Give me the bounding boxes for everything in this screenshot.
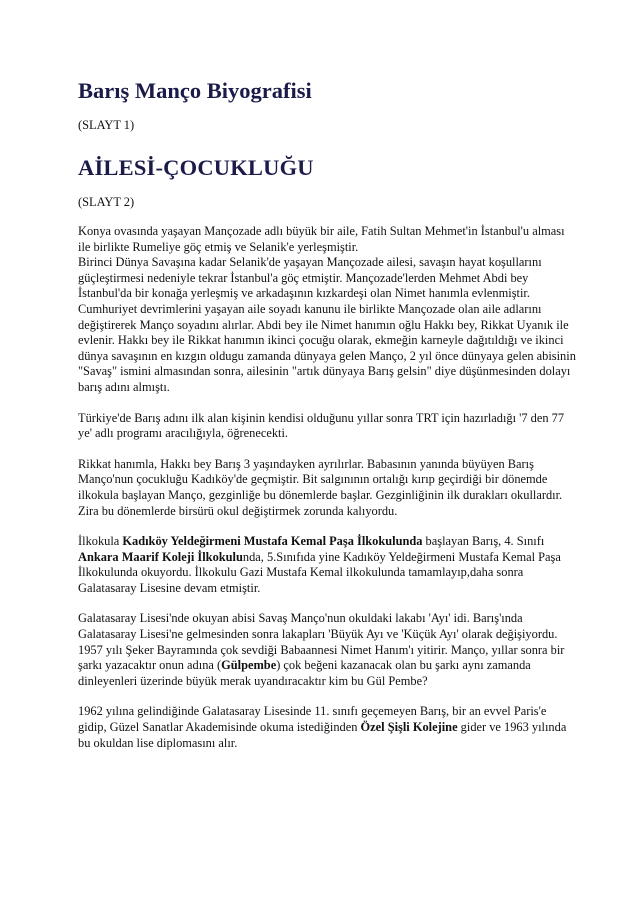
text-run: Türkiye'de Barış adını ilk alan kişinin kendisi olduğunu yıllar sonra TRT için hazırladığı '7 den 77 ye' adlı programı aracılığıyla, öğrenecekti.: [78, 410, 565, 441]
text-run: başlayan Barış, 4. Sınıfı: [422, 534, 545, 549]
slide-label-1: (SLAYT 1): [78, 118, 135, 132]
paragraph-name-origin: [78, 411, 578, 442]
text-run: Cumhuriyet devrimlerini yaşayan aile soyadı kanunu ile birlikte Mançozade olan aile adlarını değiştirerek Manço soyadını alırlar. Abdi bey ile Nimet hanımın oğlu Hakkı bey, Rikkat Uyanık ile evlenir. Hakkı bey ile Rikkat hanımın ikinci çocuğu olarak, ekmeğin karneyle dağıtıldığı ve ikinci dünya savaşının en kızgın oldugu zamanda dünyaya gelen Manço, 2 yıl önce dünyaya gelen abisinin "Savaş" ismini almasından sonra, ailesinin "artık dünyaya Barış gelsin" diye düşünmesinden dolayı barış adını almıştı.: [78, 301, 576, 394]
bold-text-run: Gülpembe: [221, 658, 277, 673]
bold-text-run: Özel Şişli Kolejine: [360, 720, 458, 735]
text-run: 1962 yılına gelindiğinde Galatasaray Lisesinde 11. sınıfı geçemeyen Barış, bir an evvel Paris'e gidip, Güzel Sanatlar Akademisinde okuma istediğinden: [78, 704, 547, 735]
text-run: nda, 5.Sınıfıda yine Kadıköy Yeldeğirmeni Mustafa Kemal Paşa İlkokulunda okuyordu. İlkokulu Gazi Mustafa Kemal ilkokulunda tamamlayıp,daha sonra Galatasaray Lisesine devam etmiştir.: [78, 549, 561, 595]
document-page: [78, 78, 578, 751]
bold-text-run: Ankara Maarif Koleji İlkokulu: [78, 549, 243, 564]
paragraph-family-history: [78, 224, 578, 396]
body-text: [78, 224, 578, 751]
text-run: Galatasaray Lisesi'nde okuyan abisi Savaş Manço'nun okuldaki lakabı 'Ayı' idi. Barış'ında Galatasaray Lisesi'ne gelmesinden sonra lakapları 'Büyük Ayı ve 'Küçük Ayı' olarak değişiyordu. 1957 yılı Şeker Bayramında çok sevdiği Babaannesi Nimet Hanım'ı yitirir. Manço, yıllar sonra bir şarkı yazacaktır onun adına (: [78, 611, 565, 673]
bold-text-run: Kadıköy Yeldeğirmeni Mustafa Kemal Paşa İlkokulunda: [122, 534, 423, 549]
text-run: Birinci Dünya Savaşına kadar Selanik'de yaşayan Mançozade ailesi, savaşın hayat koşullarını güçleştirmesi nedeniyle tekrar İstanbul'a göç etmiştir. Mançozade'lerden Mehmet Abdi bey İstanbul'da bir konağa yerleşmiş ve arkadaşının kızkardeşi olan Nimet hanımla evlenmiştir.: [78, 255, 542, 301]
text-run: Rikkat hanımla, Hakkı bey Barış 3 yaşındayken ayrılırlar. Babasının yanında büyüyen Barış Manço'nun çocukluğu Kadıköy'de geçmiştir. Bit salgınının ortalığı kırıp geçirdiği bir dönemde ilkokula başlayan Manço, gezginliğe bu dönemlerde başlar. Gezginliğinin ilk durakları okullardır. Zira bu dönemlerde birsürü okul değiştirmek zorunda kalıyordu.: [78, 456, 563, 518]
paragraph-high-school-diploma: [78, 704, 578, 751]
paragraph-childhood: [78, 457, 578, 519]
paragraph-galatasaray: [78, 611, 578, 689]
text-run: gider ve 1963 yılında bu okuldan lise diplomasını alır.: [78, 720, 567, 750]
text-run: Konya ovasında yaşayan Mançozade adlı büyük bir aile, Fatih Sultan Mehmet'in İstanbul'u alması ile birlikte Rumeliye göç etmiş ve Selanik'e yerleşmiştir.: [78, 224, 565, 254]
section-heading: AİLESİ-ÇOCUKLUĞU: [78, 155, 314, 180]
paragraph-primary-school: [78, 534, 578, 596]
text-run: ) çok beğeni kazanacak olan bu şarkı aynı zamanda dinleyenleri üzerinde büyük merak uyandıracaktır kim bu Gül Pembe?: [78, 658, 531, 688]
text-run: İlkokula: [78, 534, 123, 549]
slide-label-2: (SLAYT 2): [78, 195, 135, 209]
document-title: Barış Manço Biyografisi: [78, 78, 312, 103]
